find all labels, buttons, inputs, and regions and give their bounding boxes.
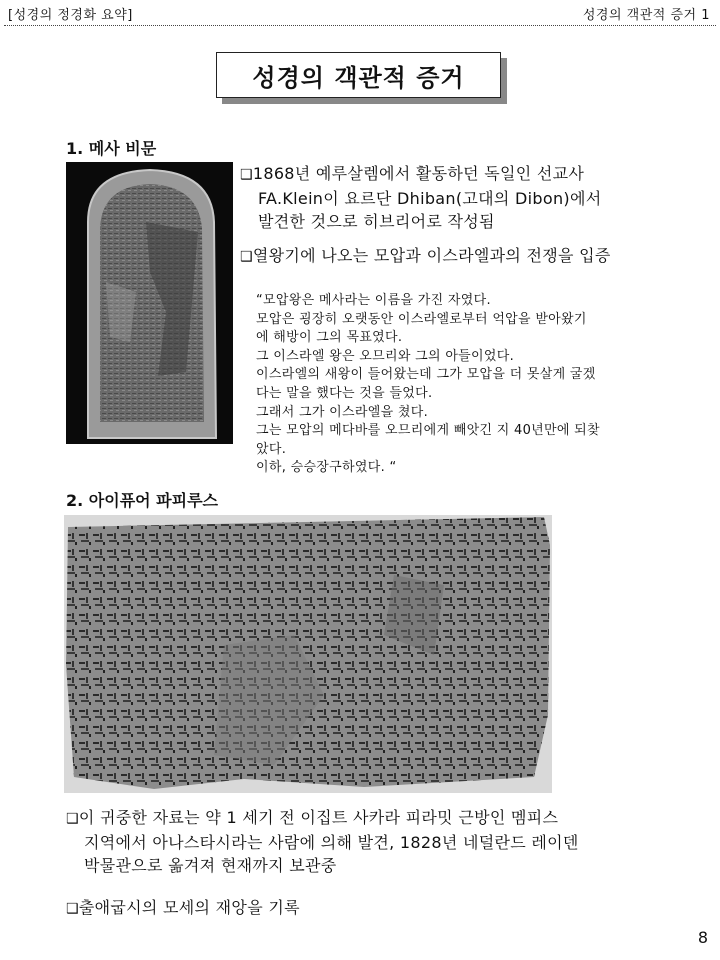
bullet-line: 지역에서 아나스타시라는 사람에 의해 발견, 1828년 네덜란드 레이덴 (84, 833, 579, 852)
checkbox-bullet-icon: ❑ (66, 901, 79, 917)
ipuwer-papyrus-photo (64, 515, 552, 793)
page-number: 8 (697, 928, 708, 947)
bullet-line: FA.Klein이 요르단 Dhiban(고대의 Dibon)에서 (258, 189, 602, 208)
header-left-label: [성경의 정경화 요약] (8, 8, 133, 23)
papyrus-bullet-plagues (66, 896, 706, 921)
mesha-stele-graphic (66, 162, 233, 444)
bullet-line: 박물관으로 옮겨져 현재까지 보관중 (84, 856, 337, 875)
checkbox-bullet-icon: ❑ (66, 811, 79, 827)
quote-line: 모압은 굉장히 오랫동안 이스라엘로부터 억압을 받아왔기 (256, 311, 587, 327)
bullet-line: 이 귀중한 자료는 약 1 세기 전 이집트 사카라 피라밋 근방인 멤피스 (78, 808, 559, 827)
papyrus-bullet-discovery (66, 806, 706, 877)
section-heading-mesha: 1. 메사 비문 (66, 139, 157, 158)
bullet-line: 1868년 예루살렘에서 활동하던 독일인 선교사 (252, 164, 585, 183)
header-right-label: 성경의 객관적 증거 1 (582, 8, 710, 23)
quote-line: 다는 말을 했다는 것을 들었다. (256, 385, 433, 401)
mesha-inscription-quote (256, 292, 696, 478)
page-title: 성경의 객관적 증거 (216, 52, 501, 98)
quote-line: 았다. (256, 441, 287, 457)
header-divider (4, 25, 716, 26)
ipuwer-papyrus-graphic (64, 515, 552, 793)
mesha-stele-photo (66, 162, 233, 444)
quote-line: 그 이스라엘 왕은 오므리와 그의 아들이었다. (256, 348, 515, 364)
bullet-line: 출애굽시의 모세의 재앙을 기록 (78, 898, 300, 917)
bullet-line: 발견한 것으로 히브리어로 작성됨 (258, 212, 495, 231)
quote-line: 이하, 승승장구하였다. “ (256, 460, 397, 476)
quote-line: 이스라엘의 새왕이 들어왔는데 그가 모압을 더 못살게 굴겠 (256, 367, 596, 383)
mesha-bullet-war (240, 244, 710, 269)
mesha-bullet-discovery (240, 162, 710, 233)
quote-line: 그는 모압의 메다바를 오므리에게 빼앗긴 지 40년만에 되찾 (256, 423, 600, 439)
bullet-line: 열왕기에 나오는 모압과 이스라엘과의 전쟁을 입증 (252, 246, 611, 265)
quote-line: 그래서 그가 이스라엘을 쳤다. (256, 404, 429, 420)
checkbox-bullet-icon: ❑ (240, 249, 253, 265)
checkbox-bullet-icon: ❑ (240, 167, 253, 183)
section-heading-papyrus: 2. 아이퓨어 파피루스 (66, 491, 218, 510)
quote-line: “모압왕은 메사라는 이름을 가진 자였다. (256, 293, 491, 308)
quote-line: 에 해방이 그의 목표였다. (256, 330, 403, 346)
